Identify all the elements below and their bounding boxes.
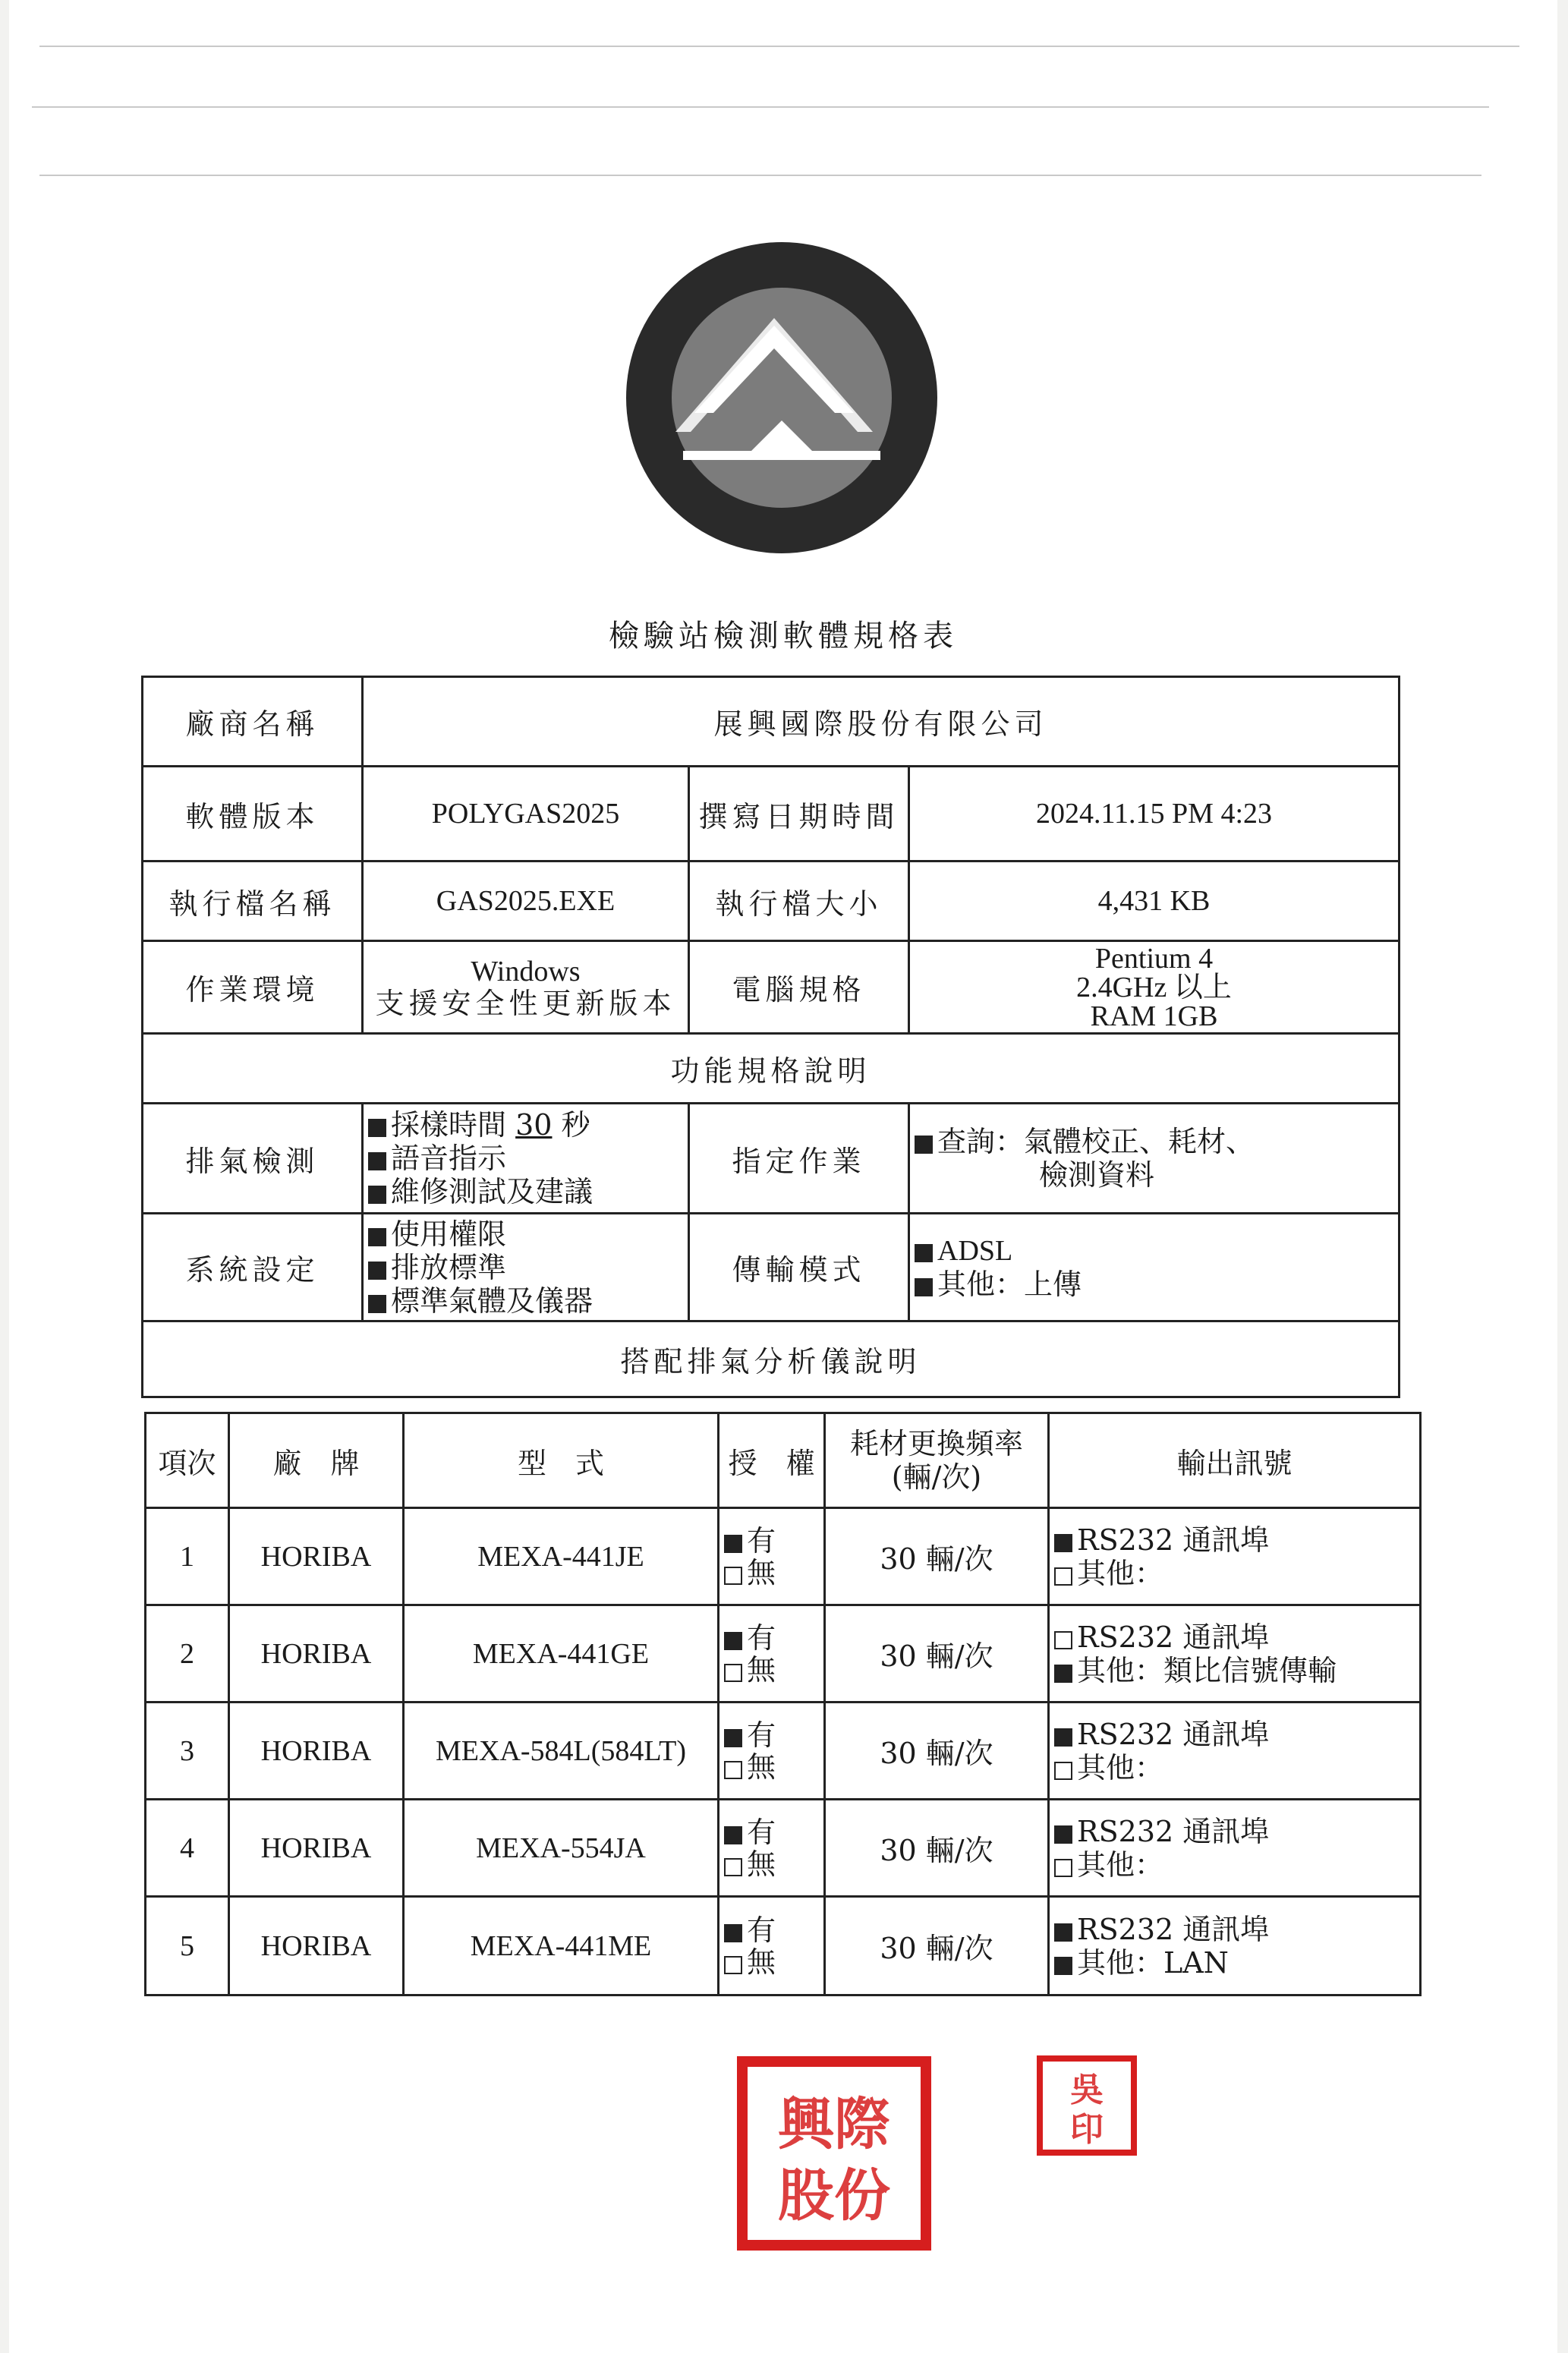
vendor-value: 展興國際股份有限公司 xyxy=(363,677,1400,767)
output-cell xyxy=(1049,1800,1421,1897)
auth-no-label: 無 xyxy=(747,1847,776,1881)
brand-cell: HORIBA xyxy=(229,1703,404,1800)
output-option xyxy=(1054,1815,1415,1848)
option-label: 維修測試及建議 xyxy=(391,1175,594,1208)
checked-box-icon xyxy=(368,1119,386,1137)
table-row xyxy=(146,1605,1421,1703)
exhaust-label: 排氣檢測 xyxy=(143,1104,363,1214)
output-option xyxy=(1054,1848,1415,1882)
option-label: 查詢：氣體校正、耗材、 xyxy=(937,1125,1255,1158)
frequency-cell: 30 輛/次 xyxy=(825,1605,1049,1703)
table-row xyxy=(143,767,1400,862)
output-label: RS232 通訊埠 xyxy=(1077,1620,1270,1654)
auth-no-item xyxy=(724,1848,819,1880)
transfer-label: 傳輸模式 xyxy=(689,1214,909,1321)
vendor-label: 廠商名稱 xyxy=(143,677,363,767)
output-option xyxy=(1054,1946,1415,1980)
date-label: 撰寫日期時間 xyxy=(689,767,909,862)
auth-no-item xyxy=(724,1557,819,1589)
output-option xyxy=(1054,1913,1415,1946)
row-number: 1 xyxy=(146,1508,229,1605)
checked-box-icon xyxy=(915,1278,933,1296)
checked-box-icon xyxy=(724,1924,742,1942)
auth-no-label: 無 xyxy=(747,1555,776,1589)
column-header: 輸出訊號 xyxy=(1049,1413,1421,1508)
transfer-options xyxy=(909,1214,1400,1321)
unchecked-box-icon xyxy=(1054,1859,1072,1877)
auth-cell xyxy=(719,1605,825,1703)
checked-box-icon xyxy=(724,1729,742,1747)
svg-text:吳: 吳 xyxy=(1070,2071,1104,2109)
date-value: 2024.11.15 PM 4:23 xyxy=(909,767,1400,862)
frequency-cell: 30 輛/次 xyxy=(825,1508,1049,1605)
agency-logo-icon xyxy=(622,238,941,557)
unchecked-box-icon xyxy=(724,1858,742,1876)
size-label: 執行檔大小 xyxy=(689,862,909,941)
output-cell xyxy=(1049,1605,1421,1703)
svg-text:興際: 興際 xyxy=(778,2092,890,2157)
output-option xyxy=(1054,1654,1415,1687)
output-cell xyxy=(1049,1897,1421,1995)
os-label: 作業環境 xyxy=(143,941,363,1034)
stacked-page-edge xyxy=(39,175,1481,176)
pc-line: Pentium 4 xyxy=(1094,942,1214,975)
system-label: 系統設定 xyxy=(143,1214,363,1321)
option-label: 語音指示 xyxy=(391,1142,507,1175)
auth-yes-label: 有 xyxy=(747,1718,776,1752)
table-row xyxy=(143,677,1400,767)
analyzer-table xyxy=(144,1412,1422,1996)
frequency-cell: 30 輛/次 xyxy=(825,1703,1049,1800)
document-title: 檢驗站檢測軟體規格表 xyxy=(609,619,958,654)
auth-yes-item xyxy=(724,1816,819,1848)
document-page xyxy=(9,0,1557,2353)
table-row xyxy=(143,1104,1400,1214)
header-line: 耗材更換頻率 xyxy=(849,1427,1023,1460)
svg-text:印: 印 xyxy=(1070,2110,1104,2149)
output-option xyxy=(1054,1718,1415,1751)
option-item xyxy=(915,1125,1393,1158)
unchecked-box-icon xyxy=(1054,1567,1072,1586)
table-row xyxy=(146,1897,1421,1995)
checked-box-icon xyxy=(915,1136,933,1154)
auth-no-item xyxy=(724,1946,819,1978)
option-label: 其他：上傳 xyxy=(937,1268,1082,1301)
exhaust-options xyxy=(363,1104,689,1214)
output-option xyxy=(1054,1751,1415,1784)
checked-box-icon xyxy=(724,1826,742,1844)
output-label: 其他： xyxy=(1077,1847,1164,1882)
auth-yes-label: 有 xyxy=(747,1523,776,1558)
table-row xyxy=(143,941,1400,1034)
version-label: 軟體版本 xyxy=(143,767,363,862)
model-cell: MEXA-441JE xyxy=(404,1508,719,1605)
auth-cell xyxy=(719,1703,825,1800)
option-item xyxy=(368,1251,683,1284)
checked-box-icon xyxy=(1054,1923,1072,1942)
auth-yes-item xyxy=(724,1914,819,1946)
option-item xyxy=(915,1233,1393,1268)
os-value xyxy=(363,941,689,1034)
brand-cell: HORIBA xyxy=(229,1508,404,1605)
option-item xyxy=(368,1142,683,1175)
option-label: 排放標準 xyxy=(391,1250,507,1284)
brand-cell: HORIBA xyxy=(229,1897,404,1995)
assign-label: 指定作業 xyxy=(689,1104,909,1214)
analyzer-section-header: 搭配排氣分析儀說明 xyxy=(143,1321,1400,1397)
option-item: 檢測資料 xyxy=(1039,1158,1155,1192)
unchecked-box-icon xyxy=(724,1956,742,1974)
column-header: 授 權 xyxy=(719,1413,825,1508)
brand-cell: HORIBA xyxy=(229,1800,404,1897)
pc-line: 2.4GHz 以上 xyxy=(1076,971,1232,1003)
row-number: 3 xyxy=(146,1703,229,1800)
table-row xyxy=(146,1703,1421,1800)
row-number: 2 xyxy=(146,1605,229,1703)
pc-label: 電腦規格 xyxy=(689,941,909,1034)
option-label: 採樣時間 xyxy=(391,1108,507,1142)
spec-table xyxy=(141,676,1400,1398)
model-cell: MEXA-441ME xyxy=(404,1897,719,1995)
auth-yes-label: 有 xyxy=(747,1621,776,1655)
auth-yes-label: 有 xyxy=(747,1913,776,1947)
frequency-cell: 30 輛/次 xyxy=(825,1897,1049,1995)
stacked-page-edge xyxy=(32,106,1489,108)
svg-text:股份: 股份 xyxy=(778,2163,890,2229)
checked-box-icon xyxy=(1054,1728,1072,1747)
function-section-header: 功能規格說明 xyxy=(143,1034,1400,1104)
option-item xyxy=(368,1284,683,1318)
row-number: 5 xyxy=(146,1897,229,1995)
exe-value: GAS2025.EXE xyxy=(363,862,689,941)
auth-cell xyxy=(719,1800,825,1897)
sampling-seconds-value: 30 xyxy=(515,1108,553,1142)
checked-box-icon xyxy=(368,1295,386,1313)
company-seal-stamp xyxy=(735,2054,934,2253)
pc-line: RAM 1GB xyxy=(1090,1000,1218,1032)
unchecked-box-icon xyxy=(724,1567,742,1585)
output-label: 其他：類比信號傳輸 xyxy=(1077,1653,1337,1687)
auth-yes-label: 有 xyxy=(747,1815,776,1849)
output-label: RS232 通訊埠 xyxy=(1077,1912,1270,1946)
checked-box-icon xyxy=(1054,1957,1072,1975)
assign-options xyxy=(909,1104,1400,1214)
auth-yes-item xyxy=(724,1525,819,1557)
table-row xyxy=(146,1508,1421,1605)
model-cell: MEXA-441GE xyxy=(404,1605,719,1703)
column-header xyxy=(825,1413,1049,1508)
version-value: POLYGAS2025 xyxy=(363,767,689,862)
row-number: 4 xyxy=(146,1800,229,1897)
output-cell xyxy=(1049,1508,1421,1605)
os-line: Windows xyxy=(471,955,581,988)
unchecked-box-icon xyxy=(724,1761,742,1779)
pc-value xyxy=(909,941,1400,1034)
representative-seal-stamp xyxy=(1035,2054,1138,2157)
stacked-page-edge xyxy=(39,46,1519,47)
system-options xyxy=(363,1214,689,1321)
checked-box-icon xyxy=(368,1228,386,1246)
auth-no-item xyxy=(724,1654,819,1686)
option-item xyxy=(368,1217,683,1251)
auth-yes-item xyxy=(724,1622,819,1654)
column-header: 項次 xyxy=(146,1413,229,1508)
auth-no-label: 無 xyxy=(747,1945,776,1979)
brand-cell: HORIBA xyxy=(229,1605,404,1703)
exe-label: 執行檔名稱 xyxy=(143,862,363,941)
column-header: 廠 牌 xyxy=(229,1413,404,1508)
unchecked-box-icon xyxy=(724,1664,742,1682)
output-label: 其他： xyxy=(1077,1556,1164,1590)
auth-cell xyxy=(719,1508,825,1605)
unchecked-box-icon xyxy=(1054,1762,1072,1780)
checked-box-icon xyxy=(724,1632,742,1650)
output-option xyxy=(1054,1557,1415,1590)
checked-box-icon xyxy=(1054,1534,1072,1552)
output-label: 其他： xyxy=(1077,1750,1164,1784)
size-value: 4,431 KB xyxy=(909,862,1400,941)
output-label: RS232 通訊埠 xyxy=(1077,1814,1270,1848)
option-label: 秒 xyxy=(561,1108,590,1142)
option-item xyxy=(368,1175,683,1208)
table-header-row xyxy=(146,1413,1421,1508)
output-option xyxy=(1054,1621,1415,1654)
table-row xyxy=(143,1034,1400,1104)
auth-cell xyxy=(719,1897,825,1995)
table-row xyxy=(143,1321,1400,1397)
option-label: 標準氣體及儀器 xyxy=(391,1284,594,1318)
table-row xyxy=(143,862,1400,941)
checked-box-icon xyxy=(368,1186,386,1204)
frequency-cell: 30 輛/次 xyxy=(825,1800,1049,1897)
checked-box-icon xyxy=(915,1244,933,1262)
auth-yes-item xyxy=(724,1719,819,1751)
checked-box-icon xyxy=(1054,1825,1072,1844)
table-row xyxy=(146,1800,1421,1897)
checked-box-icon xyxy=(724,1535,742,1553)
output-label: 其他：LAN xyxy=(1077,1945,1229,1980)
option-label: 使用權限 xyxy=(391,1217,507,1251)
model-cell: MEXA-584L(584LT) xyxy=(404,1703,719,1800)
output-cell xyxy=(1049,1703,1421,1800)
checked-box-icon xyxy=(1054,1665,1072,1683)
option-label: ADSL xyxy=(937,1235,1013,1267)
model-cell: MEXA-554JA xyxy=(404,1800,719,1897)
column-header: 型 式 xyxy=(404,1413,719,1508)
auth-no-label: 無 xyxy=(747,1750,776,1784)
os-line: 支援安全性更新版本 xyxy=(375,986,676,1020)
option-item xyxy=(915,1268,1393,1301)
output-label: RS232 通訊埠 xyxy=(1077,1523,1270,1557)
output-label: RS232 通訊埠 xyxy=(1077,1717,1270,1751)
checked-box-icon xyxy=(368,1152,386,1170)
auth-no-label: 無 xyxy=(747,1652,776,1687)
unchecked-box-icon xyxy=(1054,1631,1072,1649)
header-line: (輛/次) xyxy=(891,1460,982,1494)
output-option xyxy=(1054,1523,1415,1557)
checked-box-icon xyxy=(368,1262,386,1280)
option-item xyxy=(368,1108,683,1142)
table-row xyxy=(143,1214,1400,1321)
auth-no-item xyxy=(724,1751,819,1783)
